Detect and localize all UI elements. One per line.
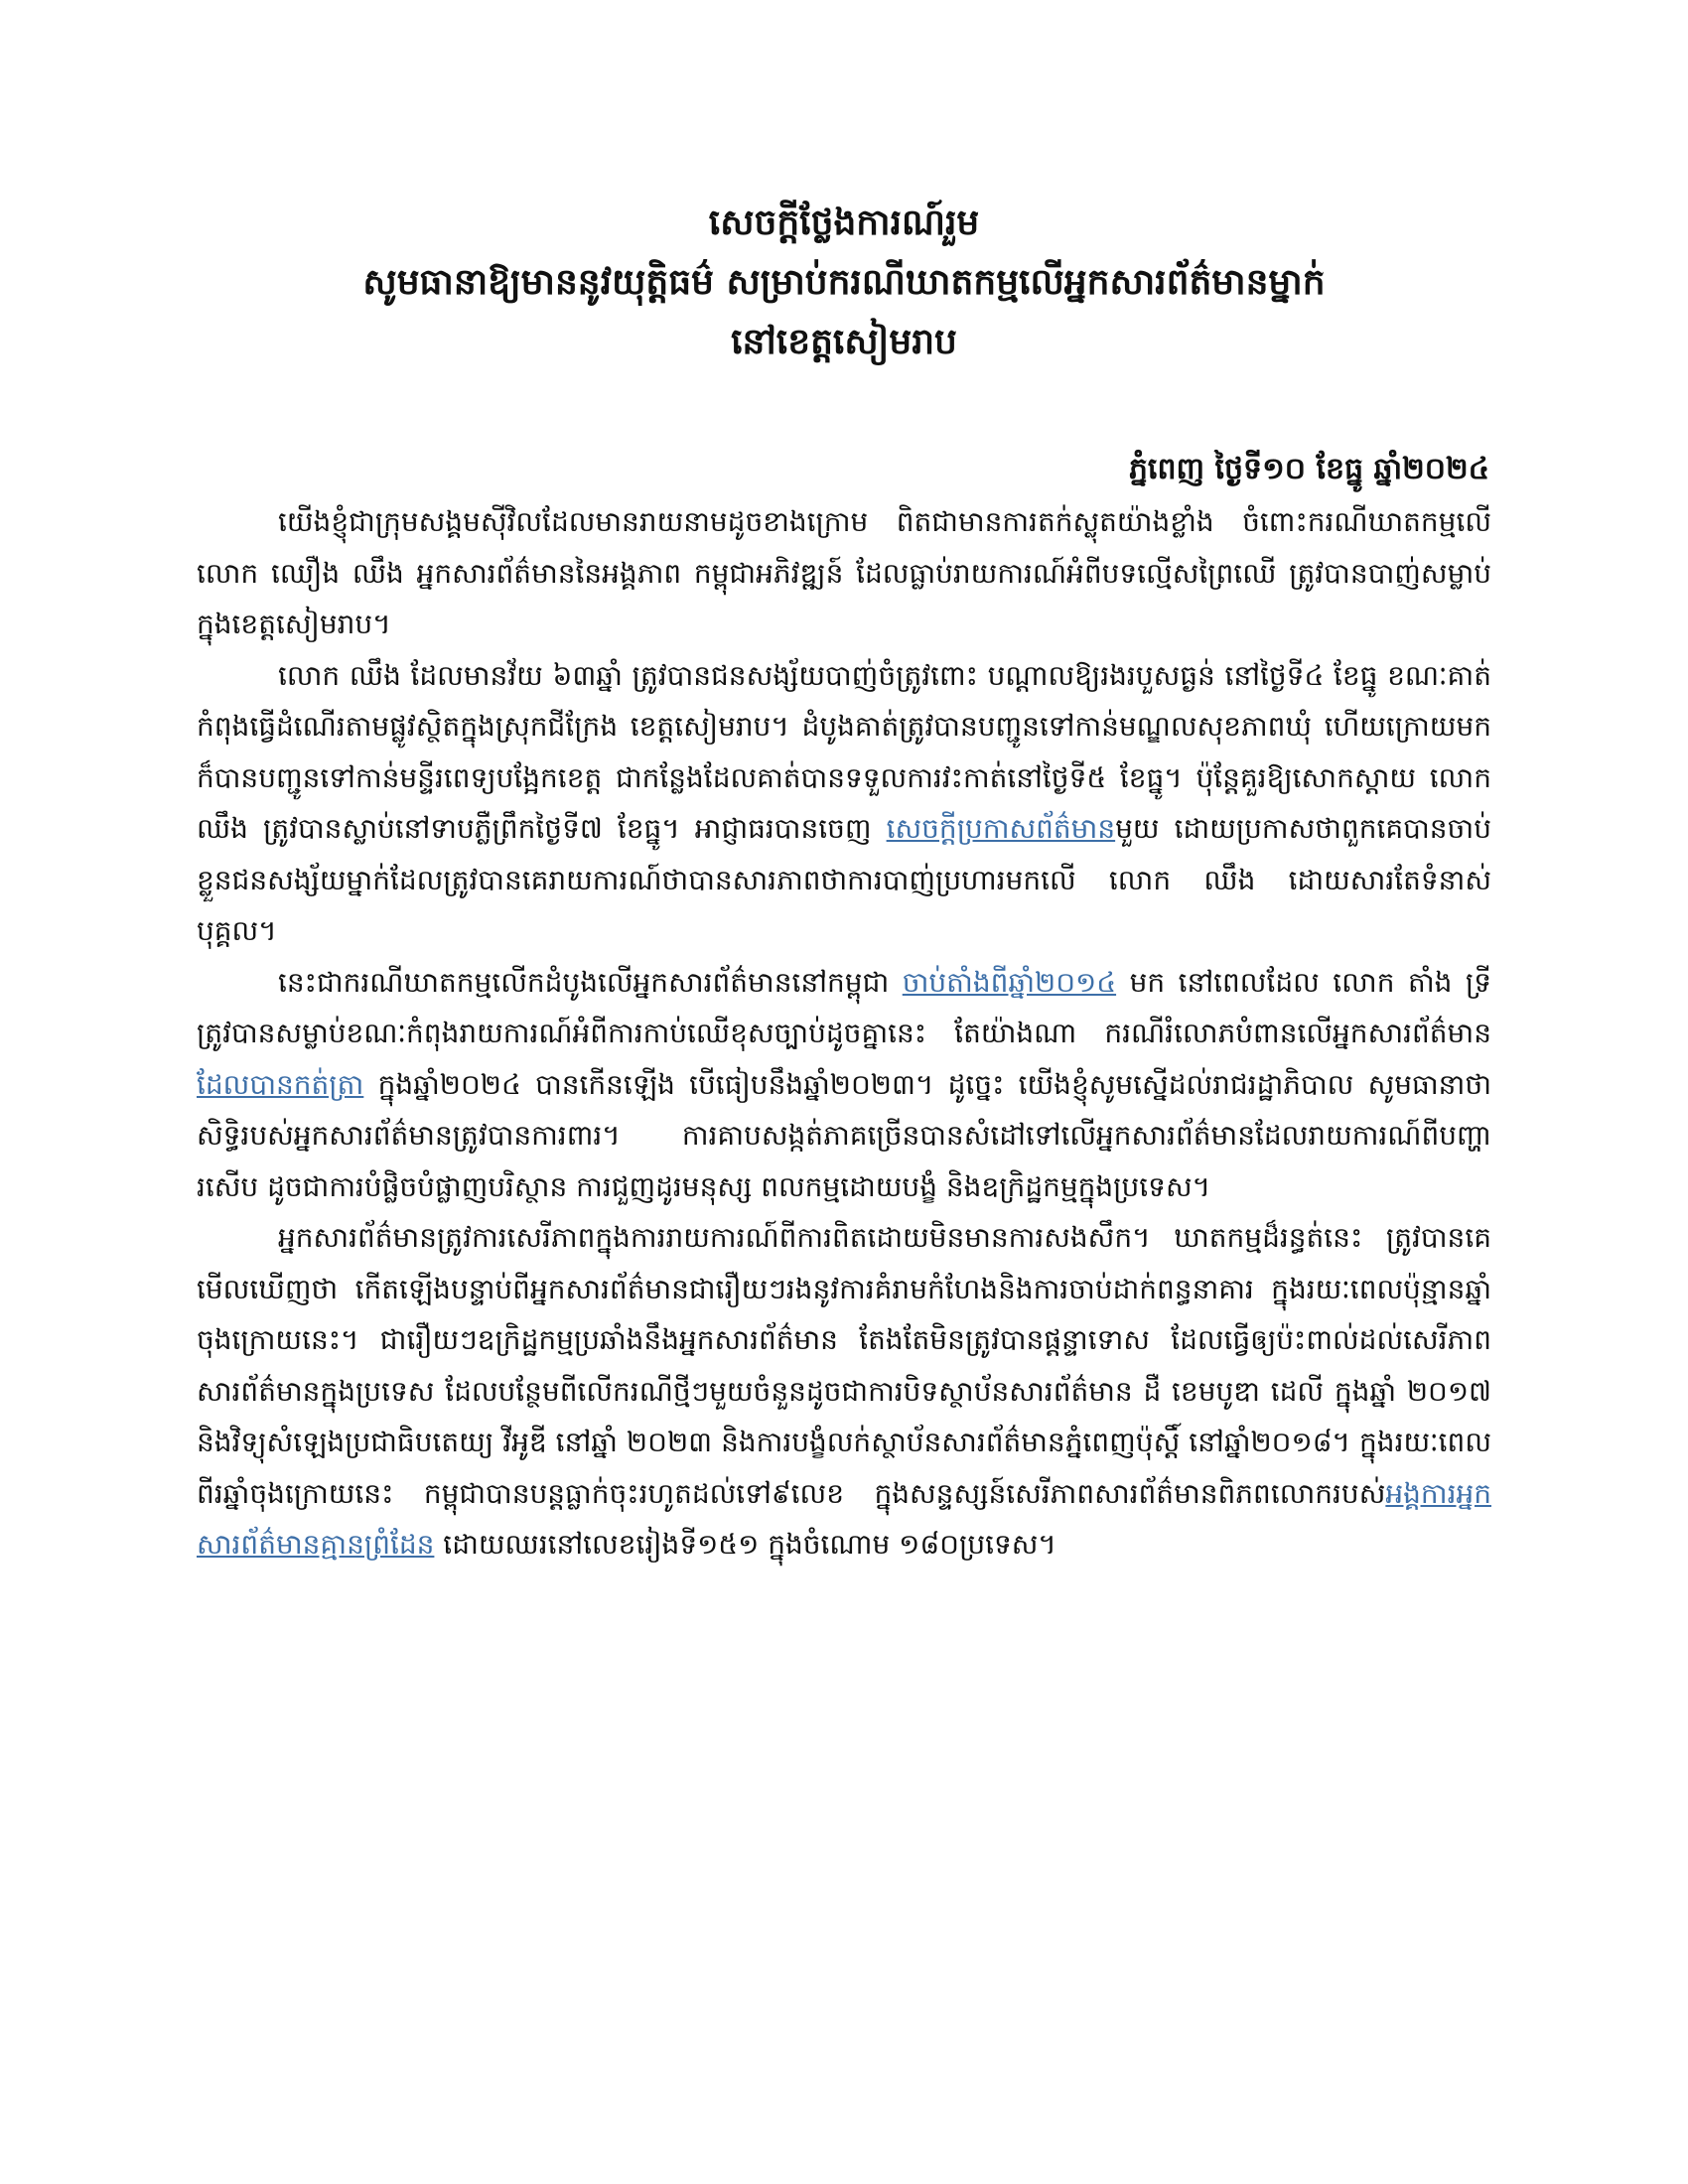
paragraph-4-text-b: ដោយឈរនៅលេខរៀងទី១៥១ ក្នុងចំណោម ១៨០ប្រទេស។ — [434, 1528, 1056, 1561]
title-line-1: សេចក្តីថ្លែងការណ៍រួម — [708, 203, 980, 243]
rsf-link[interactable]: អង្គការអ្នកសារព័ត៌មានគ្មានព្រំដែន — [197, 1476, 1491, 1561]
paragraph-3 — [197, 957, 1491, 1213]
paragraph-1-text: យើងខ្ញុំជាក្រុមសង្គមស៊ីវិលដែលមានរាយនាមដូចខាងក្រោម ពិតជាមានការតក់ស្លុតយ៉ាងខ្លាំង ចំពោះករណីឃាតកម្មលើលោក ឈឿង ឈឹង អ្នកសារព័ត៌មាននៃអង្គភាព កម្ពុជាអភិវឌ្ឍន៍ ដែលធ្លាប់រាយការណ៍អំពីបទល្មើសព្រៃឈើ ត្រូវបានបាញ់សម្លាប់ក្នុងខេត្តសៀមរាប។ — [197, 505, 1491, 640]
press-release-link[interactable]: សេចក្តីប្រកាសព័ត៌មាន — [886, 812, 1116, 845]
paragraph-4 — [197, 1212, 1491, 1570]
paragraph-1 — [197, 496, 1491, 650]
since-2014-link[interactable]: ចាប់តាំងពីឆ្នាំ២០១៤ — [902, 965, 1117, 999]
paragraph-4-text-a: អ្នកសារព័ត៌មានត្រូវការសេរីភាពក្នុងការរាយការណ៍ពីការពិតដោយមិនមានការសងសឹក។ ឃាតកម្មដ៏រន្ធត់នេះ ត្រូវបានគេមើលឃើញថា កើតឡើងបន្ទាប់ពីអ្នកសារព័ត៌មានជារឿយៗរងនូវការគំរាមកំហែងនិងការចាប់ដាក់ពន្ធនាគារ ក្នុងរយៈពេលប៉ុន្មានឆ្នាំចុងក្រោយនេះ។ ជារឿយៗឧក្រិដ្ឋកម្មប្រឆាំងនឹងអ្នកសារព័ត៌មាន តែងតែមិនត្រូវបានផ្តន្ទាទោស ដែលធ្វើឲ្យប៉ះពាល់ដល់សេរីភាពសារព័ត៌មានក្នុងប្រទេស ដែលបន្ថែមពីលើករណីថ្មីៗមួយចំនួនដូចជាការបិទស្ថាប័នសារព័ត៌មាន ដឺ ខេមបូឌា ដេលី ក្នុងឆ្នាំ ២០១៧ និងវិទ្យុសំឡេងប្រជាធិបតេយ្យ វីអូឌី នៅឆ្នាំ ២០២៣ និងការបង្ខំលក់ស្ថាប័នសារព័ត៌មានភ្នំពេញប៉ុស្តិ៍ នៅឆ្នាំ២០១៨។ ក្នុងរយៈពេលពីរឆ្នាំចុងក្រោយនេះ កម្ពុជាបានបន្តធ្លាក់ចុះរហូតដល់ទៅ៩លេខ ក្នុងសន្ទស្សន៍សេរីភាពសារព័ត៌មានពិភពលោករបស់ — [197, 1221, 1491, 1510]
recorded-link[interactable]: ដែលបានកត់ត្រា — [197, 1067, 364, 1101]
title-block — [199, 194, 1489, 372]
body-text — [197, 496, 1491, 1570]
paragraph-2-text-b: មួយ ដោយប្រកាសថាពួកគេបានចាប់ខ្លួនជនសង្ស័យម្នាក់ដែលត្រូវបានគេរាយការណ៍ថាបានសារភាពថាការបាញ់ប្រហារមកលើ លោក ឈឹង ដោយសារតែទំនាស់បុគ្គល។ — [197, 812, 1491, 947]
paragraph-3-text-b: មក នៅពេលដែល លោក តាំង ទ្រី ត្រូវបានសម្លាប់ខណៈកំពុងរាយការណ៍អំពីការកាប់ឈើខុសច្បាប់ដូចគ្នានេះ តែយ៉ាងណា ករណីរំលោភបំពានលើអ្នកសារព័ត៌មាន — [197, 965, 1491, 1049]
paragraph-3-text-a: នេះជាករណីឃាតកម្មលើកដំបូងលើអ្នកសារព័ត៌មាននៅកម្ពុជា — [278, 965, 903, 999]
paragraph-3-text-c: ក្នុងឆ្នាំ២០២៤ បានកើនឡើង បើធៀបនឹងឆ្នាំ២០២៣។ ដូច្នេះ យើងខ្ញុំសូមស្នើដល់រាជរដ្ឋាភិបាល សូមធានាថា សិទ្ធិរបស់អ្នកសារព័ត៌មានត្រូវបានការពារ។ ការគាបសង្កត់ភាគច្រើនបានសំដៅទៅលើអ្នកសារព័ត៌មានដែលរាយការណ៍ពីបញ្ហារសើប ដូចជាការបំផ្លិចបំផ្លាញបរិស្ថាន ការជួញដូរមនុស្ស ពលកម្មដោយបង្ខំ និងឧក្រិដ្ឋកម្មក្នុងប្រទេស។ — [197, 1067, 1491, 1203]
title-line-2: សូមធានាឱ្យមាននូវយុត្តិធម៌ សម្រាប់ករណីឃាតកម្មលើអ្នកសារព័ត៌មានម្នាក់ — [362, 262, 1326, 303]
title-line-3: នៅខេត្តសៀមរាប — [731, 322, 957, 362]
paragraph-2-text-a: លោក ឈឹង ដែលមានវ័យ ៦៣ឆ្នាំ ត្រូវបានជនសង្ស័យបាញ់ចំត្រូវពោះ បណ្តាលឱ្យរងរបួសធ្ងន់ នៅថ្ងៃទី៤ ខែធ្នូ ខណៈគាត់កំពុងធ្វើដំណើរតាមផ្លូវស្ថិតក្នុងស្រុកជីក្រែង ខេត្តសៀមរាប។ ដំបូងគាត់ត្រូវបានបញ្ជូនទៅកាន់មណ្ឌលសុខភាពឃុំ ហើយក្រោយមកក៏បានបញ្ជូនទៅកាន់មន្ទីរពេទ្យបង្អែកខេត្ត ជាកន្លែងដែលគាត់បានទទួលការវះកាត់នៅថ្ងៃទី៥ ខែធ្នូ។ ប៉ុន្តែគួរឱ្យសោកស្តាយ លោក ឈឹង ត្រូវបានស្លាប់នៅទាបភ្លឺព្រឹកថ្ងៃទី៧ ខែធ្នូ។ អាជ្ញាធរបានចេញ — [197, 658, 1491, 845]
date-line: ភ្នំពេញ ថ្ងៃទី១០ ខែធ្នូ ឆ្នាំ២០២៤ — [1128, 452, 1489, 486]
paragraph-2 — [197, 650, 1491, 957]
